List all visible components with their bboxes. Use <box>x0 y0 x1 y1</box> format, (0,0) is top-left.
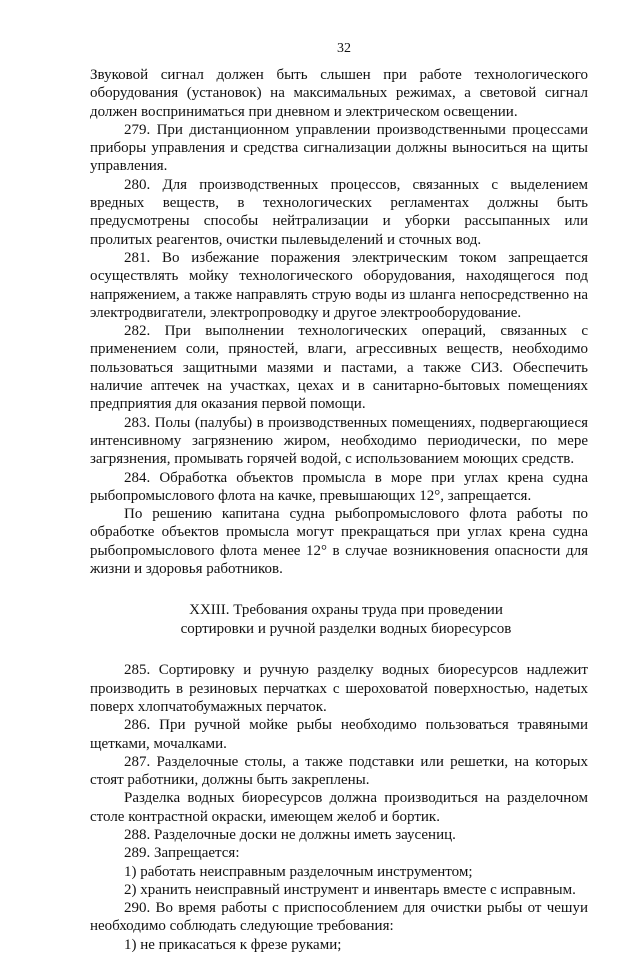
paragraph-sound-signal: Звуковой сигнал должен быть слышен при работе технологического оборудования (установок) на максимальных режимах, а световой сигнал должен восприниматься при дневном и электрическом освещении. <box>90 67 588 120</box>
paragraph-285: 285. Сортировку и ручную разделку водных биоресурсов надлежит производить в резиновых перчатках с шероховатой поверхностью, надетых поверх хлопчатобумажных перчаток. <box>90 662 588 715</box>
paragraph-289: 289. Запрещается: <box>124 845 240 862</box>
paragraph-captain-decision: По решению капитана судна рыбопромыслового флота работы по обработке объектов промысла могут прекращаться при углах крена судна рыбопромыслового флота менее 12° в случае возникновения опасности для жизни и здоровья работников. <box>90 506 588 578</box>
paragraph-289-item-1: 1) работать неисправным разделочным инструментом; <box>124 863 473 880</box>
paragraph-290: 290. Во время работы с приспособлением для очистки рыбы от чешуи необходимо соблюдать следующие требования: <box>90 900 588 935</box>
paragraph-280: 280. Для производственных процессов, связанных с выделением вредных веществ, в технологических регламентах должны быть предусмотрены способы нейтрализации и уборки рассыпанных или пролитых реагентов, очистки пылевыделений и сточных вод. <box>90 176 588 248</box>
paragraph-284: 284. Обработка объектов промысла в море при углах крена судна рыбопромыслового флота на качке, превышающих 12°, запрещается. <box>90 469 588 504</box>
body-text-before-section <box>90 66 588 578</box>
paragraph-283: 283. Полы (палубы) в производственных помещениях, подвергающиеся интенсивному загрязнению жиром, необходимо периодически, по мере загрязнения, промывать горячей водой, с использованием моющих средств. <box>90 414 588 468</box>
paragraph-290-item-1: 1) не прикасаться к фрезе руками; <box>124 936 342 953</box>
paragraph-281: 281. Во избежание поражения электрическим током запрещается осуществлять мойку технологического оборудования, находящегося под напряжением, а также направлять струю воды из шланга непосредственно на электродвигатели, электропроводку и другое электрооборудование. <box>90 249 588 321</box>
body-text-after-section <box>90 661 588 954</box>
paragraph-cutting-table: Разделка водных биоресурсов должна производиться на разделочном столе контрастной окраски, имеющем желоб и бортик. <box>90 790 588 825</box>
paragraph-282: 282. При выполнении технологических операций, связанных с применением соли, пряностей, влаги, агрессивных веществ, необходимо пользоваться защитными мазями и пастами, а также СИЗ. Обеспечить наличие аптечек на участках, цехах и в санитарно-бытовых помещениях предприятия для оказания первой помощи. <box>90 323 588 413</box>
paragraph-287: 287. Разделочные столы, а также подставки или решетки, на которых стоят работники, должны быть закреплены. <box>90 753 588 789</box>
paragraph-279: 279. При дистанционном управлении производственными процессами приборы управления и средства сигнализации должны выноситься на щиты управления. <box>90 121 588 175</box>
paragraph-288: 288. Разделочные доски не должны иметь заусениц. <box>124 826 456 843</box>
section-title-line-2: сортировки и ручной разделки водных биоресурсов <box>180 620 512 637</box>
paragraph-286: 286. При ручной мойке рыбы необходимо пользоваться травяными щетками, мочалками. <box>90 717 588 752</box>
section-title <box>90 601 588 638</box>
page-number: 32 <box>337 41 351 56</box>
section-title-line-1: XXIII. Требования охраны труда при проведении <box>189 602 503 619</box>
paragraph-289-item-2: 2) хранить неисправный инструмент и инвентарь вместе с исправным. <box>124 881 576 898</box>
